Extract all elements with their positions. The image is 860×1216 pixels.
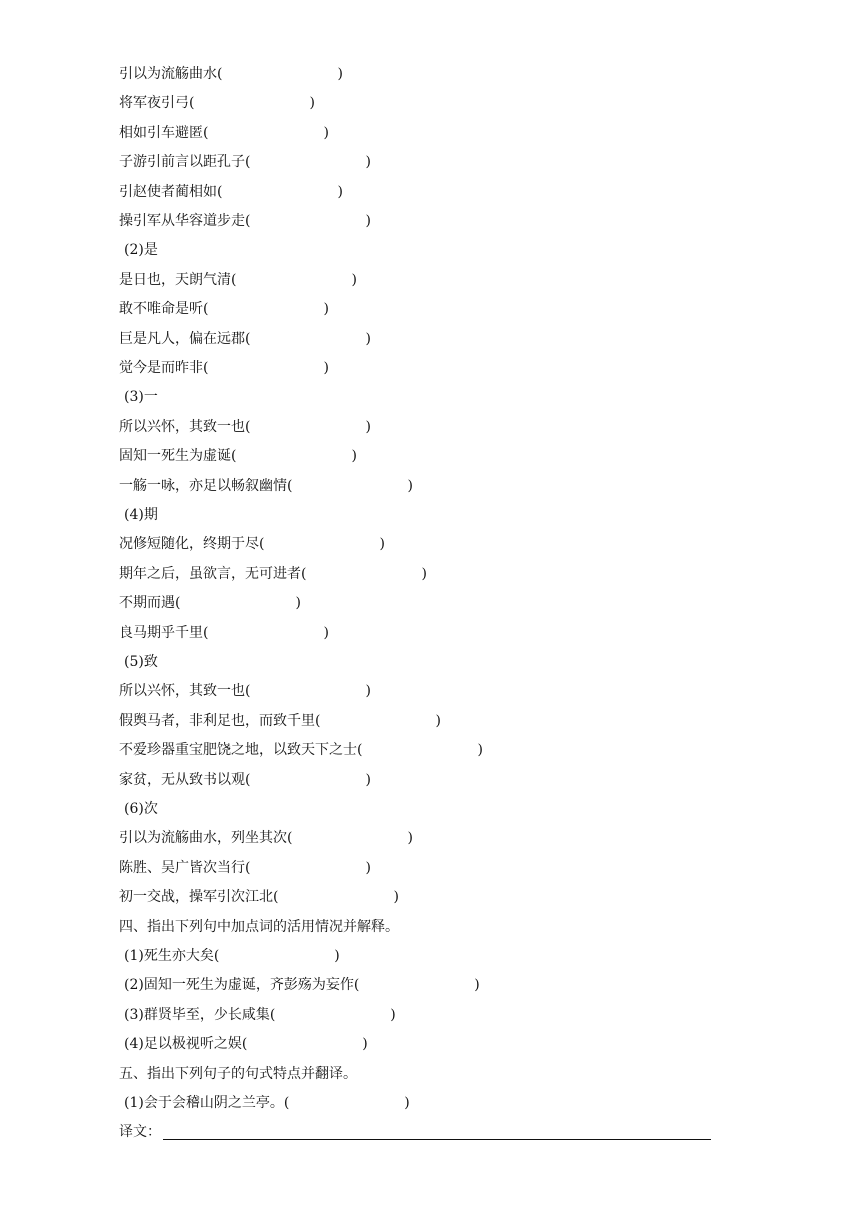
question-item: [119, 269, 357, 291]
close-paren: ): [435, 713, 441, 729]
line-text: 五、指出下列句子的句式特点并翻译。: [119, 1066, 357, 1082]
close-paren: ): [337, 66, 343, 82]
line-text: (3)一: [124, 389, 158, 405]
close-paren: ): [365, 683, 371, 699]
line-text: 期年之后，虽欲言，无可进者(: [119, 566, 307, 582]
question-item: [119, 680, 371, 702]
question-item: [119, 827, 413, 849]
close-paren: ): [295, 595, 301, 611]
question-item: [119, 592, 301, 614]
close-paren: ): [365, 772, 371, 788]
line-text: 所以兴怀，其致一也(: [119, 419, 251, 435]
close-paren: ): [421, 566, 427, 582]
line-text: 一觞一咏，亦足以畅叙幽情(: [119, 478, 293, 494]
question-item: [119, 416, 371, 438]
close-paren: ): [365, 331, 371, 347]
line-text: (4)足以极视听之娱(: [124, 1036, 248, 1052]
line-text: 将军夜引弓(: [119, 95, 195, 111]
line-text: 操引军从华容道步走(: [119, 213, 251, 229]
question-item: [119, 533, 385, 555]
line-text: 陈胜、吴广皆次当行(: [119, 860, 251, 876]
line-text: 固知一死生为虚诞(: [119, 448, 237, 464]
group-heading: [124, 239, 158, 261]
question-item: [124, 1092, 410, 1114]
line-text: 引以为流觞曲水(: [119, 66, 223, 82]
close-paren: ): [323, 360, 329, 376]
close-paren: ): [309, 95, 315, 111]
line-text: 引赵使者蔺相如(: [119, 184, 223, 200]
section-heading: [119, 1063, 357, 1085]
close-paren: ): [407, 478, 413, 494]
question-item: [119, 298, 329, 320]
line-text: 所以兴怀，其致一也(: [119, 683, 251, 699]
question-item: [119, 445, 357, 467]
close-paren: ): [365, 154, 371, 170]
line-text: 家贫，无从致书以观(: [119, 772, 251, 788]
line-text: 初一交战，操军引次江北(: [119, 889, 279, 905]
line-text: (4)期: [124, 507, 158, 523]
translation-line: [119, 1121, 711, 1143]
line-text: 巨是凡人，偏在远郡(: [119, 331, 251, 347]
close-paren: ): [351, 448, 357, 464]
question-item: [119, 122, 329, 144]
line-text: (2)是: [124, 242, 158, 258]
line-text: 子游引前言以距孔子(: [119, 154, 251, 170]
question-item: [119, 181, 343, 203]
question-item: [119, 357, 329, 379]
close-paren: ): [351, 272, 357, 288]
line-text: 觉今是而昨非(: [119, 360, 209, 376]
close-paren: ): [323, 125, 329, 141]
close-paren: ): [365, 860, 371, 876]
question-item: [119, 886, 399, 908]
group-heading: [124, 651, 158, 673]
question-item: [119, 563, 427, 585]
line-text: 良马期乎千里(: [119, 625, 209, 641]
close-paren: ): [365, 213, 371, 229]
line-text: 四、指出下列句中加点词的活用情况并解释。: [119, 919, 399, 935]
close-paren: ): [362, 1036, 368, 1052]
question-item: [119, 857, 371, 879]
question-item: [119, 151, 371, 173]
close-paren: ): [393, 889, 399, 905]
group-heading: [124, 386, 158, 408]
close-paren: ): [390, 1007, 396, 1023]
question-item: [119, 210, 371, 232]
close-paren: ): [379, 536, 385, 552]
group-heading: [124, 798, 158, 820]
line-text: (6)次: [124, 801, 158, 817]
line-text: 况修短随化，终期于尽(: [119, 536, 265, 552]
close-paren: ): [477, 742, 483, 758]
question-item: [124, 974, 480, 996]
close-paren: ): [323, 301, 329, 317]
close-paren: ): [323, 625, 329, 641]
line-text: 不期而遇(: [119, 595, 181, 611]
question-item: [124, 1004, 396, 1026]
line-text: (3)群贤毕至，少长咸集(: [124, 1007, 276, 1023]
translation-answer-line[interactable]: [163, 1125, 711, 1140]
question-item: [119, 328, 371, 350]
line-text: 假舆马者，非利足也，而致千里(: [119, 713, 321, 729]
question-item: [119, 739, 483, 761]
question-item: [119, 622, 329, 644]
line-text: (5)致: [124, 654, 158, 670]
line-text: 敢不唯命是听(: [119, 301, 209, 317]
question-item: [119, 92, 315, 114]
line-text: 译文：: [119, 1124, 161, 1140]
close-paren: ): [474, 977, 480, 993]
line-text: 是日也，天朗气清(: [119, 272, 237, 288]
line-text: (1)死生亦大矣(: [124, 948, 220, 964]
close-paren: ): [365, 419, 371, 435]
line-text: 引以为流觞曲水，列坐其次(: [119, 830, 293, 846]
line-text: 相如引车避匿(: [119, 125, 209, 141]
section-heading: [119, 916, 399, 938]
line-text: (2)固知一死生为虚诞，齐彭殇为妄作(: [124, 977, 360, 993]
close-paren: ): [407, 830, 413, 846]
line-text: (1)会于会稽山阴之兰亭。(: [124, 1095, 290, 1111]
question-item: [119, 475, 413, 497]
close-paren: ): [404, 1095, 410, 1111]
close-paren: ): [337, 184, 343, 200]
question-item: [119, 769, 371, 791]
close-paren: ): [334, 948, 340, 964]
line-text: 不爱珍器重宝肥饶之地，以致天下之士(: [119, 742, 363, 758]
question-item: [124, 1033, 368, 1055]
question-item: [124, 945, 340, 967]
question-item: [119, 710, 441, 732]
group-heading: [124, 504, 158, 526]
question-item: [119, 63, 343, 85]
